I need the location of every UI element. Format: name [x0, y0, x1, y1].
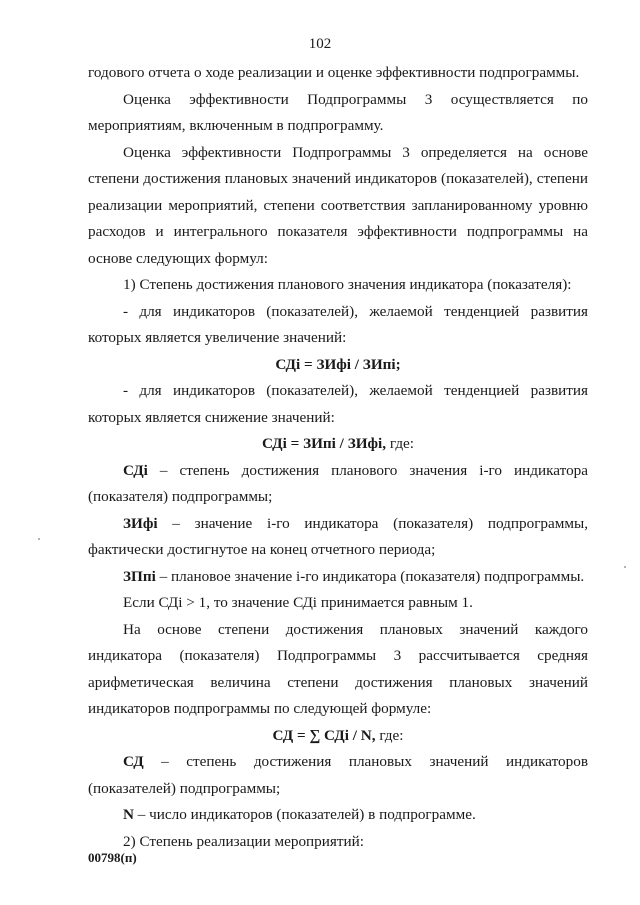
definition-text: – степень достижения плановых значений индикаторов (показателей) подпрограммы;: [88, 753, 588, 797]
definition-term: N: [123, 806, 134, 823]
formula-average: [88, 723, 588, 750]
definition-zppi: [88, 564, 588, 591]
paragraph-evaluation-basis: Оценка эффективности Подпрограммы 3 определяется на основе степени достижения плановых значений индикаторов (показателей), степени реализации мероприятий, степени соответствия запланированному уровню расходов и интегрального показателя эффективности подпрограммы на основе следующих формул:: [88, 143, 588, 267]
formula-average-expr: СД = ∑ СДі / N,: [272, 726, 376, 744]
paragraph-increase-case: - для индикаторов (показателей), желаемой тенденцией развития которых является увеличение значений:: [88, 302, 588, 346]
document-code: 00798(п): [88, 850, 137, 865]
scan-speck: [38, 538, 40, 540]
scan-speck: [624, 566, 626, 568]
paragraph-continuation: годового отчета о ходе реализации и оценке эффективности подпрограммы.: [88, 64, 580, 81]
definition-sdi: [88, 458, 588, 511]
definition-text: – значение і-го индикатора (показателя) подпрограммы, фактически достигнутое на конец отчетного периода;: [88, 514, 588, 558]
paragraph-decrease-case: - для индикаторов (показателей), желаемой тенденцией развития которых является снижение значений:: [88, 382, 588, 426]
paragraph-evaluation-scope: Оценка эффективности Подпрограммы 3 осуществляется по мероприятиям, включенным в подпрограмму.: [88, 90, 588, 134]
definition-term: ЗИфі: [123, 514, 158, 532]
formula-increase: СДі = ЗИфі / ЗИпі;: [275, 355, 401, 373]
list-item-1-heading: 1) Степень достижения планового значения индикатора (показателя):: [123, 276, 572, 293]
page-number: 102: [308, 36, 332, 52]
paragraph-average-basis: На основе степени достижения плановых значений каждого индикатора (показателя) Подпрограммы 3 рассчитывается средняя арифметическая величина степени достижения плановых значений индикаторов подпрограммы по следующей формуле:: [88, 620, 588, 717]
definition-sd: [88, 749, 588, 802]
definition-text: – число индикаторов (показателей) в подпрограмме.: [133, 806, 476, 823]
definition-term: СД: [123, 753, 144, 770]
definition-text: – плановое значение і-го индикатора (показателя) подпрограммы.: [155, 567, 585, 585]
paragraph-cap-rule: Если СДі > 1, то значение СДі принимается равным 1.: [123, 594, 473, 611]
definition-text: – степень достижения планового значения і-го индикатора (показателя) подпрограммы;: [88, 461, 588, 505]
definition-zifi: [88, 511, 588, 564]
formula-average-tail: где:: [375, 726, 404, 744]
list-item-2-heading: 2) Степень реализации мероприятий:: [123, 832, 364, 850]
definition-term: СДі: [123, 461, 148, 479]
definition-term: ЗПпі: [123, 567, 156, 585]
document-body: [88, 60, 588, 855]
formula-decrease-expr: СДі = ЗИпі / ЗИфі,: [261, 435, 387, 452]
formula-decrease-tail: где:: [386, 435, 415, 452]
definition-n: [88, 802, 588, 829]
formula-decrease: [88, 431, 588, 458]
